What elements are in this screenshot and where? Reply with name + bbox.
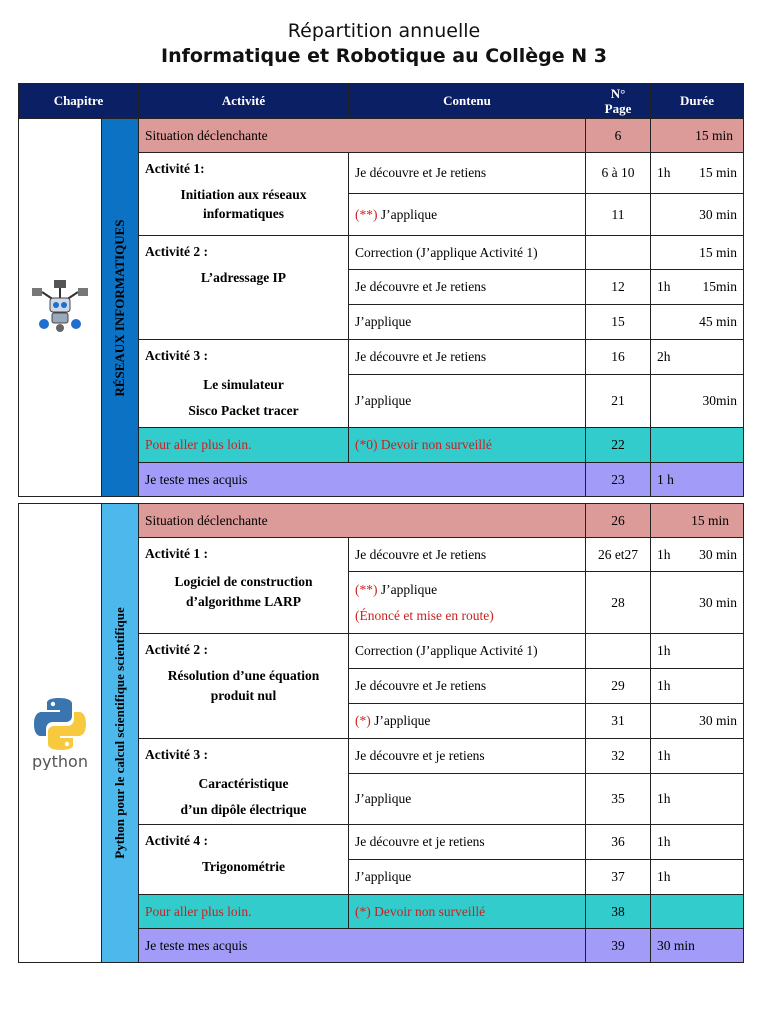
duree-min: 30 min [699, 546, 737, 562]
contenu: Je découvre et je retiens [349, 739, 586, 774]
plus-loin-duree [651, 895, 744, 929]
section-reseaux [18, 118, 744, 497]
duree: 1h [651, 739, 744, 774]
contenu: J’applique [349, 375, 586, 428]
duree: 30min [651, 375, 744, 428]
duree-h: 1h [657, 546, 671, 562]
page: 37 [586, 860, 651, 895]
mark: (**) [355, 206, 378, 222]
contenu: Je découvre et Je retiens [349, 340, 586, 375]
teste-label: Je teste mes acquis [139, 463, 586, 497]
contenu: J’applique [349, 305, 586, 340]
table-header [18, 83, 744, 119]
activite-4-title: Activité 4 : [145, 833, 208, 848]
contenu [349, 194, 586, 236]
activite-1 [139, 538, 349, 634]
page: 36 [586, 825, 651, 860]
activite-2-name-l2: produit nul [210, 688, 277, 703]
plus-loin-label: Pour aller plus loin. [139, 428, 349, 463]
header-page-b: Page [604, 101, 632, 116]
activite-1-name-l2: informatiques [203, 206, 284, 221]
activite-2-title: Activité 2 : [145, 244, 208, 259]
situation-duree: 15 min [651, 119, 744, 153]
contenu [349, 572, 586, 634]
page: 35 [586, 774, 651, 825]
contenu: Je découvre et Je retiens [349, 270, 586, 305]
chapter-image-network [19, 119, 102, 497]
duree-h: 1h [657, 279, 671, 294]
section-python [18, 503, 744, 963]
activite-3-title: Activité 3 : [145, 348, 208, 363]
page: 12 [586, 270, 651, 305]
header-page [586, 84, 651, 119]
duree: 1h [651, 825, 744, 860]
duree: 45 min [651, 305, 744, 340]
duree: 1h [651, 774, 744, 825]
contenu [349, 704, 586, 739]
plus-loin-page: 38 [586, 895, 651, 929]
header-page-a: N° [610, 86, 626, 101]
activite-2-name-l1: Résolution d’une équation [167, 668, 320, 683]
page: 6 à 10 [586, 153, 651, 194]
activite-1-title: Activité 1 : [145, 546, 208, 561]
contenu: Je découvre et Je retiens [349, 669, 586, 704]
activite-2 [139, 634, 349, 739]
vertical-label-reseaux [102, 119, 139, 497]
contenu-text: J’applique [377, 581, 438, 597]
header-activite: Activité [139, 84, 349, 119]
activite-4-name: Trigonométrie [202, 859, 285, 874]
page [586, 236, 651, 270]
title-line-1: Répartition annuelle [287, 20, 481, 42]
page: 16 [586, 340, 651, 375]
contenu: Je découvre et Je retiens [349, 538, 586, 572]
duree: 30 min [651, 194, 744, 236]
chapter-image-python [19, 504, 102, 963]
plus-loin-label: Pour aller plus loin. [139, 895, 349, 929]
duree: 30 min [651, 704, 744, 739]
contenu: Je découvre et je retiens [349, 825, 586, 860]
mark: (**) [355, 581, 378, 597]
teste-duree: 1 h [651, 463, 744, 497]
situation-label: Situation déclenchante [139, 119, 586, 153]
contenu: J’applique [349, 774, 586, 825]
activite-2-name: L’adressage IP [200, 270, 287, 285]
page: 28 [586, 572, 651, 634]
page: 11 [586, 194, 651, 236]
duree: 30 min [651, 572, 744, 634]
vertical-label-python [102, 504, 139, 963]
activite-3 [139, 739, 349, 825]
duree [651, 538, 744, 572]
duree [651, 270, 744, 305]
activite-4 [139, 825, 349, 895]
duree: 1h [651, 634, 744, 669]
contenu-text: J’applique [370, 713, 431, 728]
activite-1-name-l1: Logiciel de construction [174, 574, 313, 589]
title-line-2: Informatique et Robotique au Collège N 3 [161, 45, 607, 67]
activite-1-name-l1: Initiation aux réseaux [180, 187, 307, 202]
duree: 2h [651, 340, 744, 375]
contenu-note: (Énoncé et mise en route) [355, 607, 494, 623]
situation-label: Situation déclenchante [139, 504, 586, 538]
network-robot-icon [28, 278, 92, 334]
python-logo-text: python [32, 752, 88, 770]
contenu: Correction (J’applique Activité 1) [349, 634, 586, 669]
situation-page: 26 [586, 504, 651, 538]
activite-3-name-l1: Caractéristique [198, 776, 289, 791]
activite-1-title: Activité 1: [145, 161, 205, 176]
contenu: J’applique [349, 860, 586, 895]
plus-loin-contenu: (*) Devoir non surveillé [349, 895, 586, 929]
teste-label: Je teste mes acquis [139, 929, 586, 963]
duree: 15 min [651, 236, 744, 270]
page: 15 [586, 305, 651, 340]
header-contenu: Contenu [349, 84, 586, 119]
teste-duree: 30 min [651, 929, 744, 963]
teste-page: 23 [586, 463, 651, 497]
vertical-text: RÉSEAUX INFORMATIQUES [112, 218, 127, 397]
activite-3-name-l1: Le simulateur [203, 377, 284, 392]
page: 26 et27 [586, 538, 651, 572]
activite-1-name-l2: d’algorithme LARP [185, 594, 302, 609]
activite-3-title: Activité 3 : [145, 747, 208, 762]
activite-2 [139, 236, 349, 340]
page: 21 [586, 375, 651, 428]
duree: 1h [651, 669, 744, 704]
contenu: Correction (J’applique Activité 1) [349, 236, 586, 270]
duree [651, 153, 744, 194]
mark: (*) [355, 713, 371, 728]
activite-3-name-l2: d’un dipôle électrique [180, 802, 307, 817]
page [586, 634, 651, 669]
duree: 1h [651, 860, 744, 895]
activite-2-title: Activité 2 : [145, 642, 208, 657]
activite-1 [139, 153, 349, 236]
plus-loin-contenu: (*0) Devoir non surveillé [349, 428, 586, 463]
activite-3 [139, 340, 349, 428]
header-chapitre: Chapitre [19, 84, 139, 119]
activite-3-name-l2: Sisco Packet tracer [188, 403, 299, 418]
page: 32 [586, 739, 651, 774]
situation-duree: 15 min [651, 504, 744, 538]
page: 29 [586, 669, 651, 704]
vertical-text: Python pour le calcul scientifique scientifique [112, 607, 127, 859]
duree-min: 15min [702, 279, 737, 294]
situation-page: 6 [586, 119, 651, 153]
plus-loin-duree [651, 428, 744, 463]
contenu: Je découvre et Je retiens [349, 153, 586, 194]
contenu-text: J’applique [377, 206, 438, 222]
plus-loin-page: 22 [586, 428, 651, 463]
duree-h: 1h [657, 165, 671, 180]
teste-page: 39 [586, 929, 651, 963]
python-logo-icon [24, 692, 96, 770]
header-duree: Durée [651, 84, 744, 119]
page: 31 [586, 704, 651, 739]
duree-min: 15 min [699, 165, 737, 180]
